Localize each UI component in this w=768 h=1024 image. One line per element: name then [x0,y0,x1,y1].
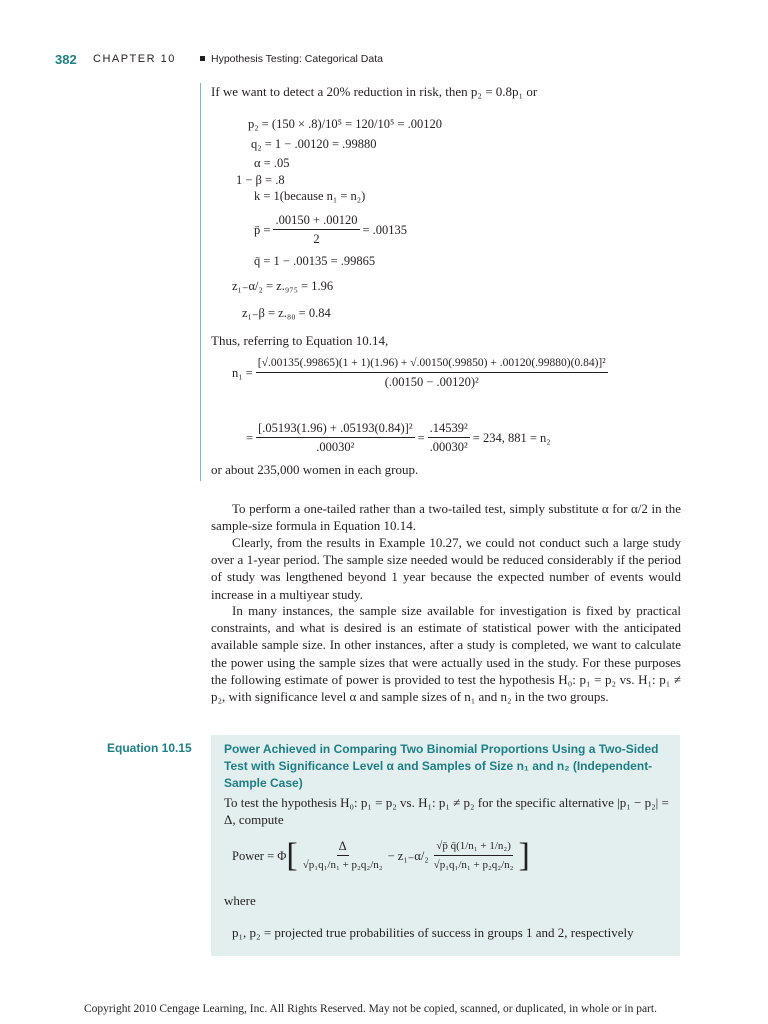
calc-equals: = [246,430,254,445]
right-bracket-icon: ] [518,836,530,874]
k-equation: k = 1(because n₁ = n₂) [254,189,366,203]
pbar-fraction [273,212,359,247]
pbar-equation [254,212,407,247]
calc-fraction-1 [256,420,415,455]
paragraph-one-tailed: To perform a one-tailed rather than a two-tailed test, simply substitute α for α/2 in the sample-size formula in Equation 10.14. [211,501,681,534]
example-intro: If we want to detect a 20% reduction in risk, then p₂ = 0.8p₁ or [211,84,538,99]
copyright-footer: Copyright 2010 Cengage Learning, Inc. All Rights Reserved. May not be copied, scanned, or duplicated, in whole or in part. [84,1003,657,1015]
calc-numerator-1: [.05193(1.96) + .05193(0.84)]² [256,420,415,438]
calc-numerator-2: .14539² [428,420,470,438]
power-formula [232,838,530,873]
delta-numerator: Δ [337,838,349,856]
pbar-numerator: .00150 + .00120 [273,212,359,230]
pbar-rhs: = .00135 [362,222,408,237]
z-numerator: √p̄ q̄(1/n₁ + 1/n₂) [434,838,513,856]
z-fraction [432,838,516,873]
chapter-title-text: Hypothesis Testing: Categorical Data [211,53,383,65]
equation-instruction: To test the hypothesis H₀: p₁ = p₂ vs. H₁: p₁ ≠ p₂ for the specific alternative |p₁ − p₂| = Δ, compute [224,795,669,827]
z-alpha-equation: z₁₋α/₂ = z.₉₇₅ = 1.96 [232,279,334,293]
header-bullet-icon [200,56,205,61]
calc-equation [246,420,551,455]
z-denominator: √p₁q₁/n₁ + p₂q₂/n₂ [433,859,514,871]
delta-denominator: √p₁q₁/n₁ + p₂q₂/n₂ [302,859,383,871]
n1-fraction [256,355,608,390]
thus-text: Thus, referring to Equation 10.14, [211,333,389,348]
alpha-equation: α = .05 [254,156,290,170]
delta-fraction [301,838,385,873]
equation-title: Power Achieved in Comparing Two Binomial Proportions Using a Two-Sided Test with Significance Level α and Samples of Size n₁ and n₂ (Independent-Sample Case) [224,742,659,790]
minus-z: − z₁₋α/₂ [387,848,429,863]
calc-equals-2: = [417,430,425,445]
power-equation: 1 − β = .8 [236,173,285,187]
p2-equation: p₂ = (150 × .8)/10⁵ = 120/10⁵ = .00120 [248,117,443,131]
n1-denominator: (.00150 − .00120)² [384,375,479,389]
chapter-label: CHAPTER 10 [93,53,176,65]
n1-equation [232,355,611,390]
pbar-lhs: p̄ = [254,222,271,237]
calc-denominator-2: .00030² [429,440,468,454]
example-conclusion: or about 235,000 women in each group. [211,462,419,477]
paragraph-power: In many instances, the sample size available for investigation is fixed by practical constraints, and what is desired is an estimate of statistical power with the anticipated available sample size. In other instances, after a study is completed, we want to calculate the power using the sample sizes that were actually used in the study. For these purposes the following estimate of power is provided to test the hypothesis H₀: p₁ = p₂ vs. H₁: p₁ ≠ p₂, with significance level α and sample sizes of n₁ and n₂ in the two groups. [211,603,681,705]
paragraph-sample-size: Clearly, from the results in Example 10.27, we could not conduct such a large study over a 1-year period. The sample size needed would be reduced considerably if the period of study was lengthened beyond 1 year because the expected number of events would increase in a multiyear study. [211,535,681,602]
page-number: 382 [55,52,77,67]
q2-equation: q₂ = 1 − .00120 = .99880 [251,137,377,151]
qbar-equation: q̄ = 1 − .00135 = .99865 [254,254,376,268]
example-rule [200,83,201,481]
calc-fraction-2 [428,420,470,455]
z-beta-equation: z₁₋β = z.₈₀ = 0.84 [242,306,331,320]
chapter-title [196,53,383,65]
n1-numerator: [√.00135(.99865)(1 + 1)(1.96) + √.00150(.99850) + .00120(.99880)(0.84)]² [256,355,608,373]
n1-lhs: n₁ = [232,365,253,380]
equation-label: Equation 10.15 [107,741,192,755]
definition-text: p₁, p₂ = projected true probabilities of success in groups 1 and 2, respectively [232,925,634,940]
left-bracket-icon: [ [286,836,298,874]
where-text: where [224,893,256,908]
calc-denominator-1: .00030² [316,440,355,454]
pbar-denominator: 2 [313,232,320,246]
calc-result: = 234, 881 = n₂ [472,430,551,445]
power-lhs: Power = Φ [232,848,287,863]
